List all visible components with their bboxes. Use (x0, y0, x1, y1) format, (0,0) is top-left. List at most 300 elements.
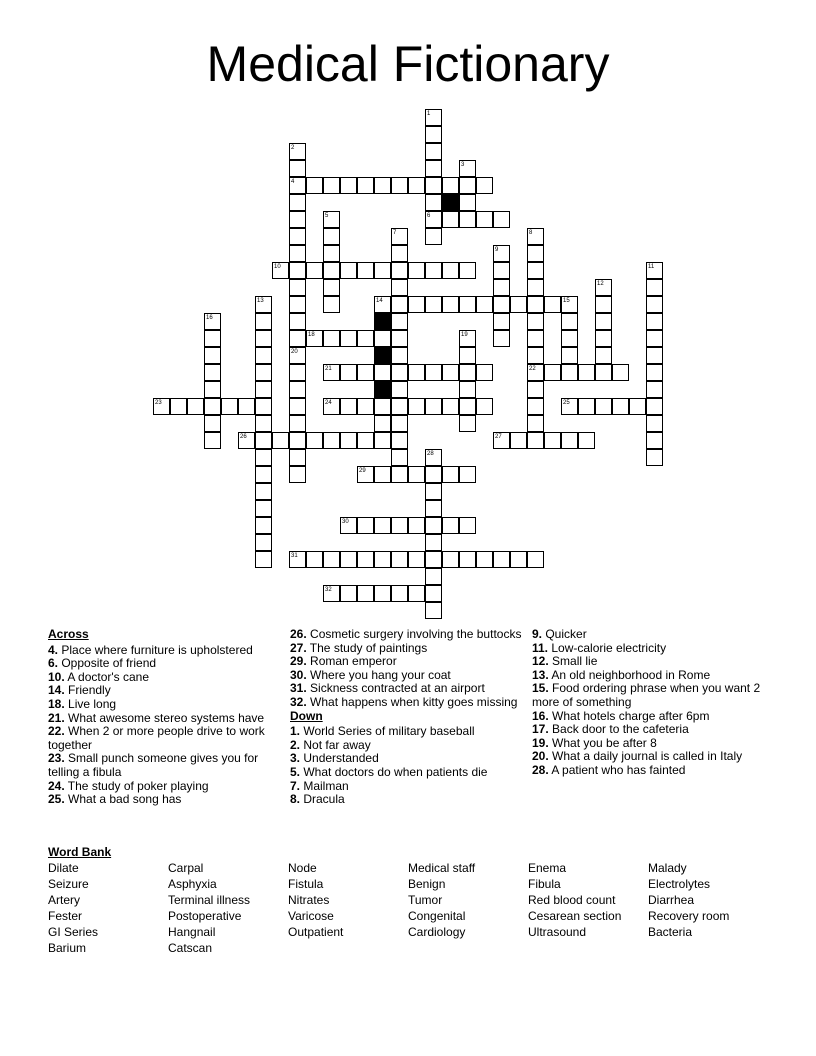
grid-cell[interactable] (374, 330, 391, 347)
word-bank-item: Diarrhea (648, 893, 695, 907)
grid-cell[interactable] (323, 177, 340, 194)
grid-cell[interactable] (425, 602, 442, 619)
grid-cell[interactable] (204, 330, 221, 347)
grid-cell[interactable] (425, 143, 442, 160)
clue-number: 19. (532, 735, 549, 750)
grid-cell[interactable] (425, 262, 442, 279)
grid-cell[interactable] (289, 432, 306, 449)
grid-cell[interactable] (272, 432, 289, 449)
grid-cell[interactable] (595, 279, 612, 296)
grid-cell[interactable] (187, 398, 204, 415)
grid-cell[interactable] (646, 364, 663, 381)
grid-cell[interactable] (493, 432, 510, 449)
grid-cell[interactable] (442, 262, 459, 279)
grid-cell[interactable] (289, 228, 306, 245)
clue-text: Small lie (548, 654, 598, 669)
grid-cell[interactable] (476, 398, 493, 415)
grid-cell[interactable] (408, 398, 425, 415)
grid-cell[interactable] (357, 262, 374, 279)
grid-cell[interactable] (374, 296, 391, 313)
grid-cell[interactable] (595, 296, 612, 313)
grid-cell[interactable] (459, 517, 476, 534)
clue-text: The study of poker playing (64, 778, 209, 793)
grid-cell[interactable] (374, 415, 391, 432)
grid-cell[interactable] (204, 398, 221, 415)
grid-cell[interactable] (204, 381, 221, 398)
grid-cell[interactable] (323, 228, 340, 245)
grid-cell[interactable] (510, 432, 527, 449)
grid-cell[interactable] (323, 551, 340, 568)
grid-cell[interactable] (323, 330, 340, 347)
grid-cell[interactable] (255, 517, 272, 534)
grid-cell[interactable] (527, 245, 544, 262)
grid-cell[interactable] (221, 398, 238, 415)
grid-cell[interactable] (646, 296, 663, 313)
clue-number: 17 (376, 315, 383, 321)
grid-cell[interactable] (391, 262, 408, 279)
clue-number: 31 (291, 553, 298, 559)
grid-cell[interactable] (459, 194, 476, 211)
grid-cell[interactable] (493, 313, 510, 330)
across-clue (48, 644, 280, 658)
grid-cell[interactable] (289, 194, 306, 211)
word-bank-item: Carpal (168, 861, 204, 875)
grid-cell[interactable] (238, 398, 255, 415)
grid-cell[interactable] (391, 432, 408, 449)
grid-cell[interactable] (476, 177, 493, 194)
grid-cell[interactable] (442, 466, 459, 483)
grid-cell[interactable] (493, 551, 510, 568)
down-clue (532, 682, 764, 709)
grid-cell[interactable] (374, 585, 391, 602)
grid-cell[interactable] (374, 517, 391, 534)
grid-cell[interactable] (527, 296, 544, 313)
grid-cell[interactable] (255, 398, 272, 415)
grid-cell[interactable] (255, 347, 272, 364)
black-square (442, 194, 459, 211)
grid-cell[interactable] (425, 211, 442, 228)
grid-cell[interactable] (425, 449, 442, 466)
across-clue (290, 655, 522, 669)
across-clue (48, 752, 280, 779)
word-bank-item: Fester (48, 909, 83, 923)
word-bank-item: Postoperative (168, 909, 242, 923)
grid-cell[interactable] (408, 585, 425, 602)
grid-cell[interactable] (391, 551, 408, 568)
grid-cell[interactable] (425, 109, 442, 126)
grid-cell[interactable] (153, 398, 170, 415)
grid-cell[interactable] (578, 432, 595, 449)
clue-text: What you be after 8 (548, 735, 657, 750)
grid-cell[interactable] (527, 313, 544, 330)
grid-cell[interactable] (289, 330, 306, 347)
word-bank-item: Enema (528, 861, 567, 875)
grid-cell[interactable] (527, 347, 544, 364)
grid-cell[interactable] (255, 313, 272, 330)
grid-cell[interactable] (289, 262, 306, 279)
grid-cell[interactable] (408, 296, 425, 313)
grid-cell[interactable] (493, 279, 510, 296)
grid-cell[interactable] (170, 398, 187, 415)
grid-cell[interactable] (408, 364, 425, 381)
clue-number: 8. (290, 792, 301, 807)
grid-cell[interactable] (374, 551, 391, 568)
grid-cell[interactable] (289, 160, 306, 177)
grid-cell[interactable] (255, 432, 272, 449)
grid-cell[interactable] (323, 279, 340, 296)
grid-cell[interactable] (646, 449, 663, 466)
grid-cell[interactable] (357, 517, 374, 534)
grid-cell[interactable] (425, 228, 442, 245)
grid-cell[interactable] (442, 551, 459, 568)
grid-cell[interactable] (442, 211, 459, 228)
grid-cell[interactable] (374, 262, 391, 279)
grid-cell[interactable] (561, 313, 578, 330)
word-bank-item: Asphyxia (168, 877, 217, 891)
grid-cell[interactable] (527, 398, 544, 415)
grid-cell[interactable] (255, 330, 272, 347)
grid-cell[interactable] (238, 432, 255, 449)
grid-cell[interactable] (527, 415, 544, 432)
grid-cell[interactable] (204, 313, 221, 330)
grid-cell[interactable] (306, 330, 323, 347)
grid-cell[interactable] (391, 398, 408, 415)
grid-cell[interactable] (306, 551, 323, 568)
grid-cell[interactable] (459, 160, 476, 177)
grid-cell[interactable] (510, 296, 527, 313)
grid-cell[interactable] (476, 211, 493, 228)
grid-cell[interactable] (340, 585, 357, 602)
grid-cell[interactable] (374, 466, 391, 483)
grid-cell[interactable] (255, 551, 272, 568)
grid-cell[interactable] (595, 398, 612, 415)
grid-cell[interactable] (408, 177, 425, 194)
grid-cell[interactable] (357, 398, 374, 415)
grid-cell[interactable] (391, 228, 408, 245)
clue-number: 32 (325, 587, 332, 593)
grid-cell[interactable] (391, 449, 408, 466)
across-clue (48, 793, 280, 807)
down-clue (532, 723, 764, 737)
grid-cell[interactable] (595, 313, 612, 330)
grid-cell[interactable] (595, 347, 612, 364)
grid-cell[interactable] (306, 262, 323, 279)
grid-cell[interactable] (459, 330, 476, 347)
grid-cell[interactable] (357, 466, 374, 483)
grid-cell[interactable] (561, 432, 578, 449)
grid-cell[interactable] (527, 279, 544, 296)
grid-cell[interactable] (374, 364, 391, 381)
clue-number: 27 (495, 434, 502, 440)
grid-cell[interactable] (646, 262, 663, 279)
clue-number: 13 (257, 298, 264, 304)
grid-cell[interactable] (289, 245, 306, 262)
grid-cell[interactable] (561, 296, 578, 313)
grid-cell[interactable] (578, 364, 595, 381)
clue-number: 2 (291, 145, 295, 151)
grid-cell[interactable] (391, 245, 408, 262)
grid-cell[interactable] (459, 211, 476, 228)
grid-cell[interactable] (340, 432, 357, 449)
grid-cell[interactable] (493, 330, 510, 347)
grid-cell[interactable] (323, 262, 340, 279)
grid-cell[interactable] (493, 245, 510, 262)
grid-cell[interactable] (289, 415, 306, 432)
grid-cell[interactable] (255, 500, 272, 517)
grid-cell[interactable] (391, 330, 408, 347)
grid-cell[interactable] (595, 330, 612, 347)
clue-text: Low-calorie electricity (548, 640, 667, 655)
grid-cell[interactable] (323, 245, 340, 262)
clue-number: 14 (376, 298, 383, 304)
grid-cell[interactable] (289, 381, 306, 398)
grid-cell[interactable] (408, 551, 425, 568)
grid-cell[interactable] (425, 585, 442, 602)
grid-cell[interactable] (459, 177, 476, 194)
grid-cell[interactable] (391, 296, 408, 313)
grid-cell[interactable] (255, 381, 272, 398)
grid-cell[interactable] (646, 432, 663, 449)
grid-cell[interactable] (391, 517, 408, 534)
grid-cell[interactable] (425, 517, 442, 534)
grid-cell[interactable] (561, 330, 578, 347)
grid-cell[interactable] (646, 398, 663, 415)
grid-cell[interactable] (204, 432, 221, 449)
grid-cell[interactable] (527, 262, 544, 279)
grid-cell[interactable] (340, 330, 357, 347)
grid-cell[interactable] (459, 347, 476, 364)
grid-cell[interactable] (425, 534, 442, 551)
grid-cell[interactable] (323, 432, 340, 449)
grid-cell[interactable] (646, 381, 663, 398)
grid-cell[interactable] (323, 398, 340, 415)
grid-cell[interactable] (306, 177, 323, 194)
grid-cell[interactable] (391, 585, 408, 602)
grid-cell[interactable] (340, 177, 357, 194)
grid-cell[interactable] (425, 466, 442, 483)
grid-cell[interactable] (425, 500, 442, 517)
word-bank-item: Catscan (168, 941, 213, 955)
word-bank-item: Outpatient (288, 925, 344, 939)
grid-cell[interactable] (442, 517, 459, 534)
word-bank-item: Dilate (48, 861, 79, 875)
word-bank-item: Barium (48, 941, 87, 955)
across-clue (290, 682, 522, 696)
clue-number: 5. (290, 764, 301, 779)
grid-cell[interactable] (255, 364, 272, 381)
grid-cell[interactable] (391, 364, 408, 381)
grid-cell[interactable] (527, 551, 544, 568)
grid-cell[interactable] (374, 432, 391, 449)
grid-cell[interactable] (391, 347, 408, 364)
grid-cell[interactable] (612, 364, 629, 381)
grid-cell[interactable] (578, 398, 595, 415)
grid-cell[interactable] (459, 296, 476, 313)
grid-cell[interactable] (289, 364, 306, 381)
grid-cell[interactable] (561, 398, 578, 415)
grid-cell[interactable] (527, 228, 544, 245)
grid-cell[interactable] (595, 364, 612, 381)
grid-cell[interactable] (408, 517, 425, 534)
clue-number: 8 (529, 230, 533, 236)
word-bank-item: Fistula (288, 877, 324, 891)
grid-cell[interactable] (204, 415, 221, 432)
grid-cell[interactable] (357, 330, 374, 347)
grid-cell[interactable] (425, 364, 442, 381)
grid-cell[interactable] (612, 398, 629, 415)
grid-cell[interactable] (510, 551, 527, 568)
grid-cell[interactable] (323, 211, 340, 228)
grid-cell[interactable] (391, 415, 408, 432)
grid-cell[interactable] (340, 517, 357, 534)
grid-cell[interactable] (255, 466, 272, 483)
grid-cell[interactable] (289, 177, 306, 194)
grid-cell[interactable] (646, 330, 663, 347)
grid-cell[interactable] (289, 211, 306, 228)
grid-cell[interactable] (408, 466, 425, 483)
grid-cell[interactable] (425, 551, 442, 568)
grid-cell[interactable] (357, 432, 374, 449)
clue-number: 11 (648, 264, 655, 270)
grid-cell[interactable] (289, 449, 306, 466)
grid-cell[interactable] (476, 296, 493, 313)
grid-cell[interactable] (459, 466, 476, 483)
grid-cell[interactable] (527, 330, 544, 347)
grid-cell[interactable] (646, 279, 663, 296)
grid-cell[interactable] (289, 466, 306, 483)
grid-cell[interactable] (561, 364, 578, 381)
black-square (374, 347, 391, 364)
down-clue (532, 669, 764, 683)
clues-column-1 (48, 628, 280, 807)
grid-cell[interactable] (289, 347, 306, 364)
grid-cell[interactable] (493, 262, 510, 279)
grid-cell[interactable] (459, 262, 476, 279)
grid-cell[interactable] (340, 398, 357, 415)
grid-cell[interactable] (289, 313, 306, 330)
grid-cell[interactable] (204, 347, 221, 364)
grid-cell[interactable] (357, 177, 374, 194)
grid-cell[interactable] (544, 296, 561, 313)
clue-number: 22. (48, 724, 65, 739)
grid-cell[interactable] (357, 551, 374, 568)
grid-cell[interactable] (408, 262, 425, 279)
grid-cell[interactable] (255, 296, 272, 313)
clue-number: 11. (532, 640, 549, 655)
grid-cell[interactable] (306, 432, 323, 449)
grid-cell[interactable] (425, 160, 442, 177)
grid-cell[interactable] (527, 432, 544, 449)
grid-cell[interactable] (289, 279, 306, 296)
grid-cell[interactable] (459, 398, 476, 415)
grid-cell[interactable] (544, 364, 561, 381)
grid-cell[interactable] (391, 279, 408, 296)
grid-cell[interactable] (391, 466, 408, 483)
grid-cell[interactable] (646, 313, 663, 330)
clue-text: What hotels charge after 6pm (548, 708, 710, 723)
grid-cell[interactable] (340, 364, 357, 381)
grid-cell[interactable] (425, 398, 442, 415)
grid-cell[interactable] (459, 415, 476, 432)
grid-cell[interactable] (646, 347, 663, 364)
down-heading: Down (290, 708, 323, 723)
grid-cell[interactable] (425, 296, 442, 313)
clue-number: 15 (563, 298, 570, 304)
across-clue (48, 780, 280, 794)
grid-cell[interactable] (289, 551, 306, 568)
grid-cell[interactable] (442, 364, 459, 381)
grid-cell[interactable] (357, 585, 374, 602)
grid-cell[interactable] (476, 364, 493, 381)
grid-cell[interactable] (425, 568, 442, 585)
clue-number: 7. (290, 778, 301, 793)
grid-cell[interactable] (255, 415, 272, 432)
grid-cell[interactable] (204, 364, 221, 381)
grid-cell[interactable] (527, 381, 544, 398)
grid-cell[interactable] (459, 381, 476, 398)
down-clue (532, 642, 764, 656)
grid-cell[interactable] (629, 398, 646, 415)
grid-cell[interactable] (255, 534, 272, 551)
grid-cell[interactable] (391, 313, 408, 330)
grid-cell[interactable] (255, 483, 272, 500)
grid-cell[interactable] (289, 296, 306, 313)
grid-cell[interactable] (459, 551, 476, 568)
grid-cell[interactable] (340, 262, 357, 279)
clue-number: 19 (461, 332, 468, 338)
grid-cell[interactable] (357, 364, 374, 381)
grid-cell[interactable] (442, 177, 459, 194)
down-clue (532, 737, 764, 751)
puzzle-title: Medical Fictionary (206, 36, 610, 92)
grid-cell[interactable] (544, 432, 561, 449)
clue-number: 25. (48, 792, 65, 807)
grid-cell[interactable] (561, 347, 578, 364)
grid-cell[interactable] (442, 296, 459, 313)
grid-cell[interactable] (493, 211, 510, 228)
grid-cell[interactable] (425, 194, 442, 211)
grid-cell[interactable] (374, 398, 391, 415)
grid-cell[interactable] (425, 126, 442, 143)
across-clue (290, 696, 522, 710)
word-bank-item: Artery (48, 893, 81, 907)
grid-cell[interactable] (255, 449, 272, 466)
clue-number: 5 (325, 213, 329, 219)
word-bank-item: Nitrates (288, 893, 330, 907)
grid-cell[interactable] (323, 364, 340, 381)
grid-cell[interactable] (289, 143, 306, 160)
grid-cell[interactable] (374, 177, 391, 194)
grid-cell[interactable] (289, 398, 306, 415)
grid-cell[interactable] (323, 585, 340, 602)
grid-cell[interactable] (340, 551, 357, 568)
grid-cell[interactable] (442, 398, 459, 415)
grid-cell[interactable] (425, 483, 442, 500)
grid-cell[interactable] (425, 177, 442, 194)
grid-cell[interactable] (323, 296, 340, 313)
clue-text: Quicker (542, 627, 587, 641)
clue-number: 24 (325, 400, 332, 406)
grid-cell[interactable] (493, 296, 510, 313)
grid-cell[interactable] (646, 415, 663, 432)
grid-cell[interactable] (527, 364, 544, 381)
grid-cell[interactable] (272, 262, 289, 279)
grid-cell[interactable] (391, 381, 408, 398)
grid-cell[interactable] (459, 364, 476, 381)
grid-cell[interactable] (476, 551, 493, 568)
grid-cell[interactable] (391, 177, 408, 194)
clue-number: 4 (291, 179, 295, 185)
